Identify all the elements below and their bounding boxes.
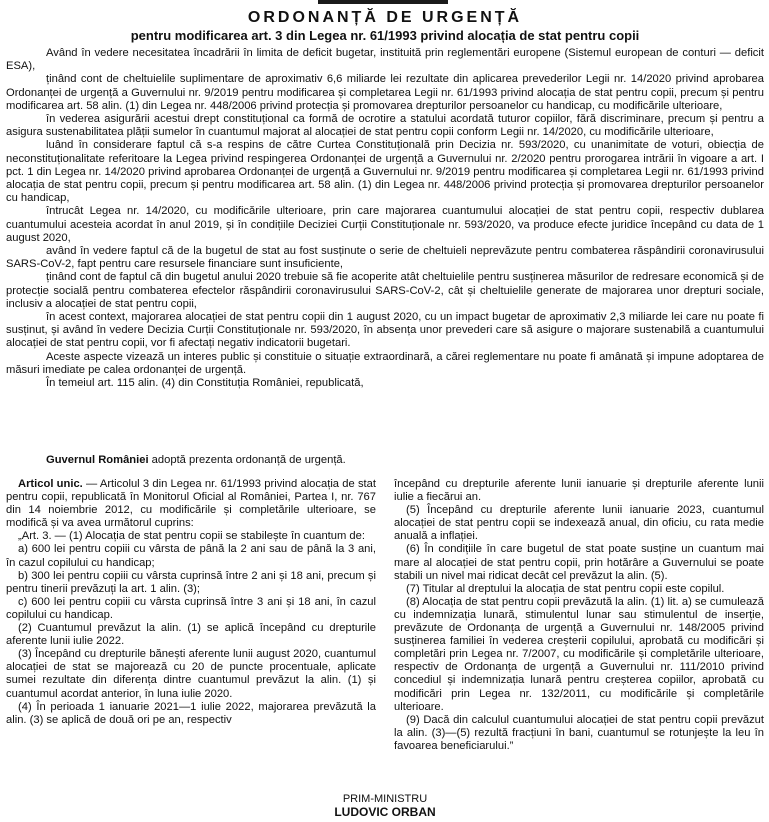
preamble-paragraph: luând în considerare faptul că s-a respins de către Curtea Constituțională prin Decizia nr. 593/2020, cu unanimitate de voturi, obiecția de neconstituționalitate referitoare la Legea privind respingerea Ordonanței de urgență a Guvernului nr. 2/2020 pentru prorogarea intrării în vigoare a art. I pct. 1 din Legea nr. 14/2020 privind aprobarea Ordonanței de urgență a Guvernului nr. 9/2019 pentru modificarea și completarea Legii nr. 61/1993 privind alocația de stat pentru copii, precum și pentru modificarea art. 58 alin. (1) din Legea nr. 448/2006 privind protecția și promovarea drepturilor persoanelor cu handicap,: [6, 139, 764, 205]
signature-name: LUDOVIC ORBAN: [334, 805, 436, 819]
preamble-paragraph: în acest context, majorarea alocației de stat pentru copii din 1 august 2020, cu un impact bugetar de aproximativ 2,3 miliarde lei care nu poate fi susținut, și având în vedere Decizia Curții Constituționale nr. 593/2020, în absența unor prevederi care să asigure o majorare sustenabilă a cuantumului alocației de stat pentru copii, vor fi afectați negativ indicatorii bugetari.: [6, 311, 764, 350]
preamble-paragraph: Aceste aspecte vizează un interes public și constituie o situație extraordinară, a cărei reglementare nu poate fi amânată și impune adoptarea de măsuri imediate pe calea ordonanței de urgență.: [6, 350, 764, 376]
article-columns: [6, 478, 764, 788]
article-paragraph: a) 600 lei pentru copiii cu vârsta de până la 2 ani sau de până la 3 ani, în cazul copilului cu handicap;: [6, 543, 376, 569]
document-title: ORDONANȚĂ DE URGENȚĂ: [247, 9, 523, 26]
article-intro: [6, 478, 376, 530]
article-paragraph: (4) În perioada 1 ianuarie 2021—1 iulie 2022, majorarea prevăzută la alin. (3) se aplică de două ori pe an, respectiv: [6, 700, 376, 726]
adoption-statement: [6, 454, 764, 467]
article-paragraph: (5) Începând cu drepturile aferente lunii ianuarie 2023, cuantumul alocației de stat pentru copii se indexează anual, din oficiu, cu rata medie anuală a inflației.: [394, 504, 764, 543]
article-paragraph: b) 300 lei pentru copiii cu vârsta cuprinsă între 2 ani și 18 ani, precum și pentru tinerii prevăzuți la art. 1 alin. (3);: [6, 569, 376, 595]
right-column: [394, 478, 764, 753]
preamble-paragraph: având în vedere faptul că de la bugetul de stat au fost susținute o serie de cheltuieli neprevăzute pentru combaterea răspândirii coronavirusului SARS-CoV-2, fapt pentru care resursele financiare sunt insuficiente,: [6, 245, 764, 271]
preamble-paragraph: întrucât Legea nr. 14/2020, cu modificările ulterioare, prin care majorarea cuantumului alocației de stat pentru copii, respectiv dublarea cuantumului acesteia acordat în anul 2019, și în condițiile Deciziei Curții Constituționale nr. 593/2020, va produce efecte juridice începând cu data de 1 august 2020,: [6, 205, 764, 244]
top-header-strip: [318, 0, 448, 4]
signature-role: PRIM-MINISTRU: [342, 793, 428, 805]
article-paragraph: (8) Alocația de stat pentru copii prevăzută la alin. (1) lit. a) se cumulează cu indemnizația lunară, stimulentul lunar sau stimulentul de inserție, prevăzute de Ordonanța de urgență a Guvernului nr. 148/2005 privind susținerea familiei în vederea creșterii copilului, aprobată cu modificări și completări prin Legea nr. 7/2007, cu modificările și completările ulterioare, respectiv de Ordonanța de urgență a Guvernului nr. 111/2010 privind concediul și indemnizația lunară pentru creșterea copiilor, aprobată cu modificări prin Legea nr. 132/2011, cu modificările și completările ulterioare.: [394, 595, 764, 713]
article-paragraph: începând cu drepturile aferente lunii ianuarie și drepturile aferente lunii iulie a fiecărui an.: [394, 478, 764, 504]
preamble-paragraph: În temeiul art. 115 alin. (4) din Constituția României, republicată,: [46, 377, 364, 390]
article-paragraph: „Art. 3. — (1) Alocația de stat pentru copii se stabilește în cuantum de:: [18, 530, 365, 543]
article-paragraph: (3) Începând cu drepturile bănești aferente lunii august 2020, cuantumul alocației de stat se majorează cu 20 de puncte procentuale, aplicate sumei rezultate din diferența dintre cuantumul prevăzut la alin. (1) și cuantumul acordat anterior, în luna iulie 2020.: [6, 648, 376, 700]
article-paragraph: c) 600 lei pentru copiii cu vârsta cuprinsă între 3 ani și 18 ani, în cazul copilului cu handicap.: [6, 595, 376, 621]
left-column: [6, 478, 376, 727]
article-paragraph: (2) Cuantumul prevăzut la alin. (1) se aplică începând cu drepturile aferente lunii iulie 2022.: [6, 622, 376, 648]
adoption-text: adoptă prezenta ordonanță de urgență.: [148, 454, 346, 466]
preamble-paragraph: Având în vedere necesitatea încadrării în limita de deficit bugetar, instituită prin reglementări europene (Sistemul european de conturi — deficit ESA),: [6, 47, 764, 73]
article-paragraph: (7) Titular al dreptului la alocația de stat pentru copii este copilul.: [406, 582, 725, 595]
preamble: [6, 47, 764, 390]
preamble-paragraph: ținând cont de cheltuielile suplimentare de aproximativ 6,6 miliarde lei rezultate din aplicarea prevederilor Legii nr. 14/2020 privind aprobarea Ordonanței de urgență a Guvernului nr. 9/2019 pentru modificarea și completarea Legii nr. 61/1993 privind alocația de stat pentru copii, precum și pentru modificarea art. 58 alin. (1) din Legea nr. 448/2006 privind protecția și promovarea drepturilor persoanelor cu handicap, cu modificările ulterioare,: [6, 73, 764, 112]
preamble-paragraph: în vederea asigurării acestui drept constituțional ca formă de ocrotire a statului acordată tuturor copiilor, fără discriminare, precum și pentru a asigura sustenabilitatea plății sumelor în cuantumul majorat al alocației de stat pentru copii conform Legii nr. 14/2020, cu modificările ulterioare,: [6, 113, 764, 139]
article-label: Articol unic.: [18, 478, 83, 490]
preamble-paragraph: ținând cont de faptul că din bugetul anului 2020 trebuie să fie acoperite atât cheltuielile pentru susținerea măsurilor de redresare economică și de protecție socială pentru combaterea efectelor răspândirii coronavirusului SARS-CoV-2, cât și cheltuielile generate de majorarea unor drepturi sociale, inclusiv a alocației de stat pentru copii,: [6, 271, 764, 310]
document-subtitle: pentru modificarea art. 3 din Legea nr. 61/1993 privind alocația de stat pentru copii: [130, 28, 640, 43]
document-page: [6, 0, 764, 822]
article-intro-text: — Articolul 3 din Legea nr. 61/1993 privind alocația de stat pentru copii, republicată în Monitorul Oficial al României, Partea I, nr. 767 din 14 noiembrie 2012, cu modificările și completările ulterioare, se modifică și va avea următorul cuprins:: [6, 478, 376, 530]
article-paragraph: (6) În condițiile în care bugetul de stat poate susține un cuantum mai mare al alocației de stat pentru copii, prin hotărâre a Guvernului se poate stabili un nivel mai ridicat decât cel prevăzut la alin. (5).: [394, 543, 764, 582]
article-paragraph: (9) Dacă din calculul cuantumului alocației de stat pentru copii prevăzut la alin. (3)—(5) rezultă fracțiuni în bani, cuantumul se rotunjește la leu în favoarea beneficiarului.”: [394, 713, 764, 752]
government-name: Guvernul României: [46, 454, 149, 466]
